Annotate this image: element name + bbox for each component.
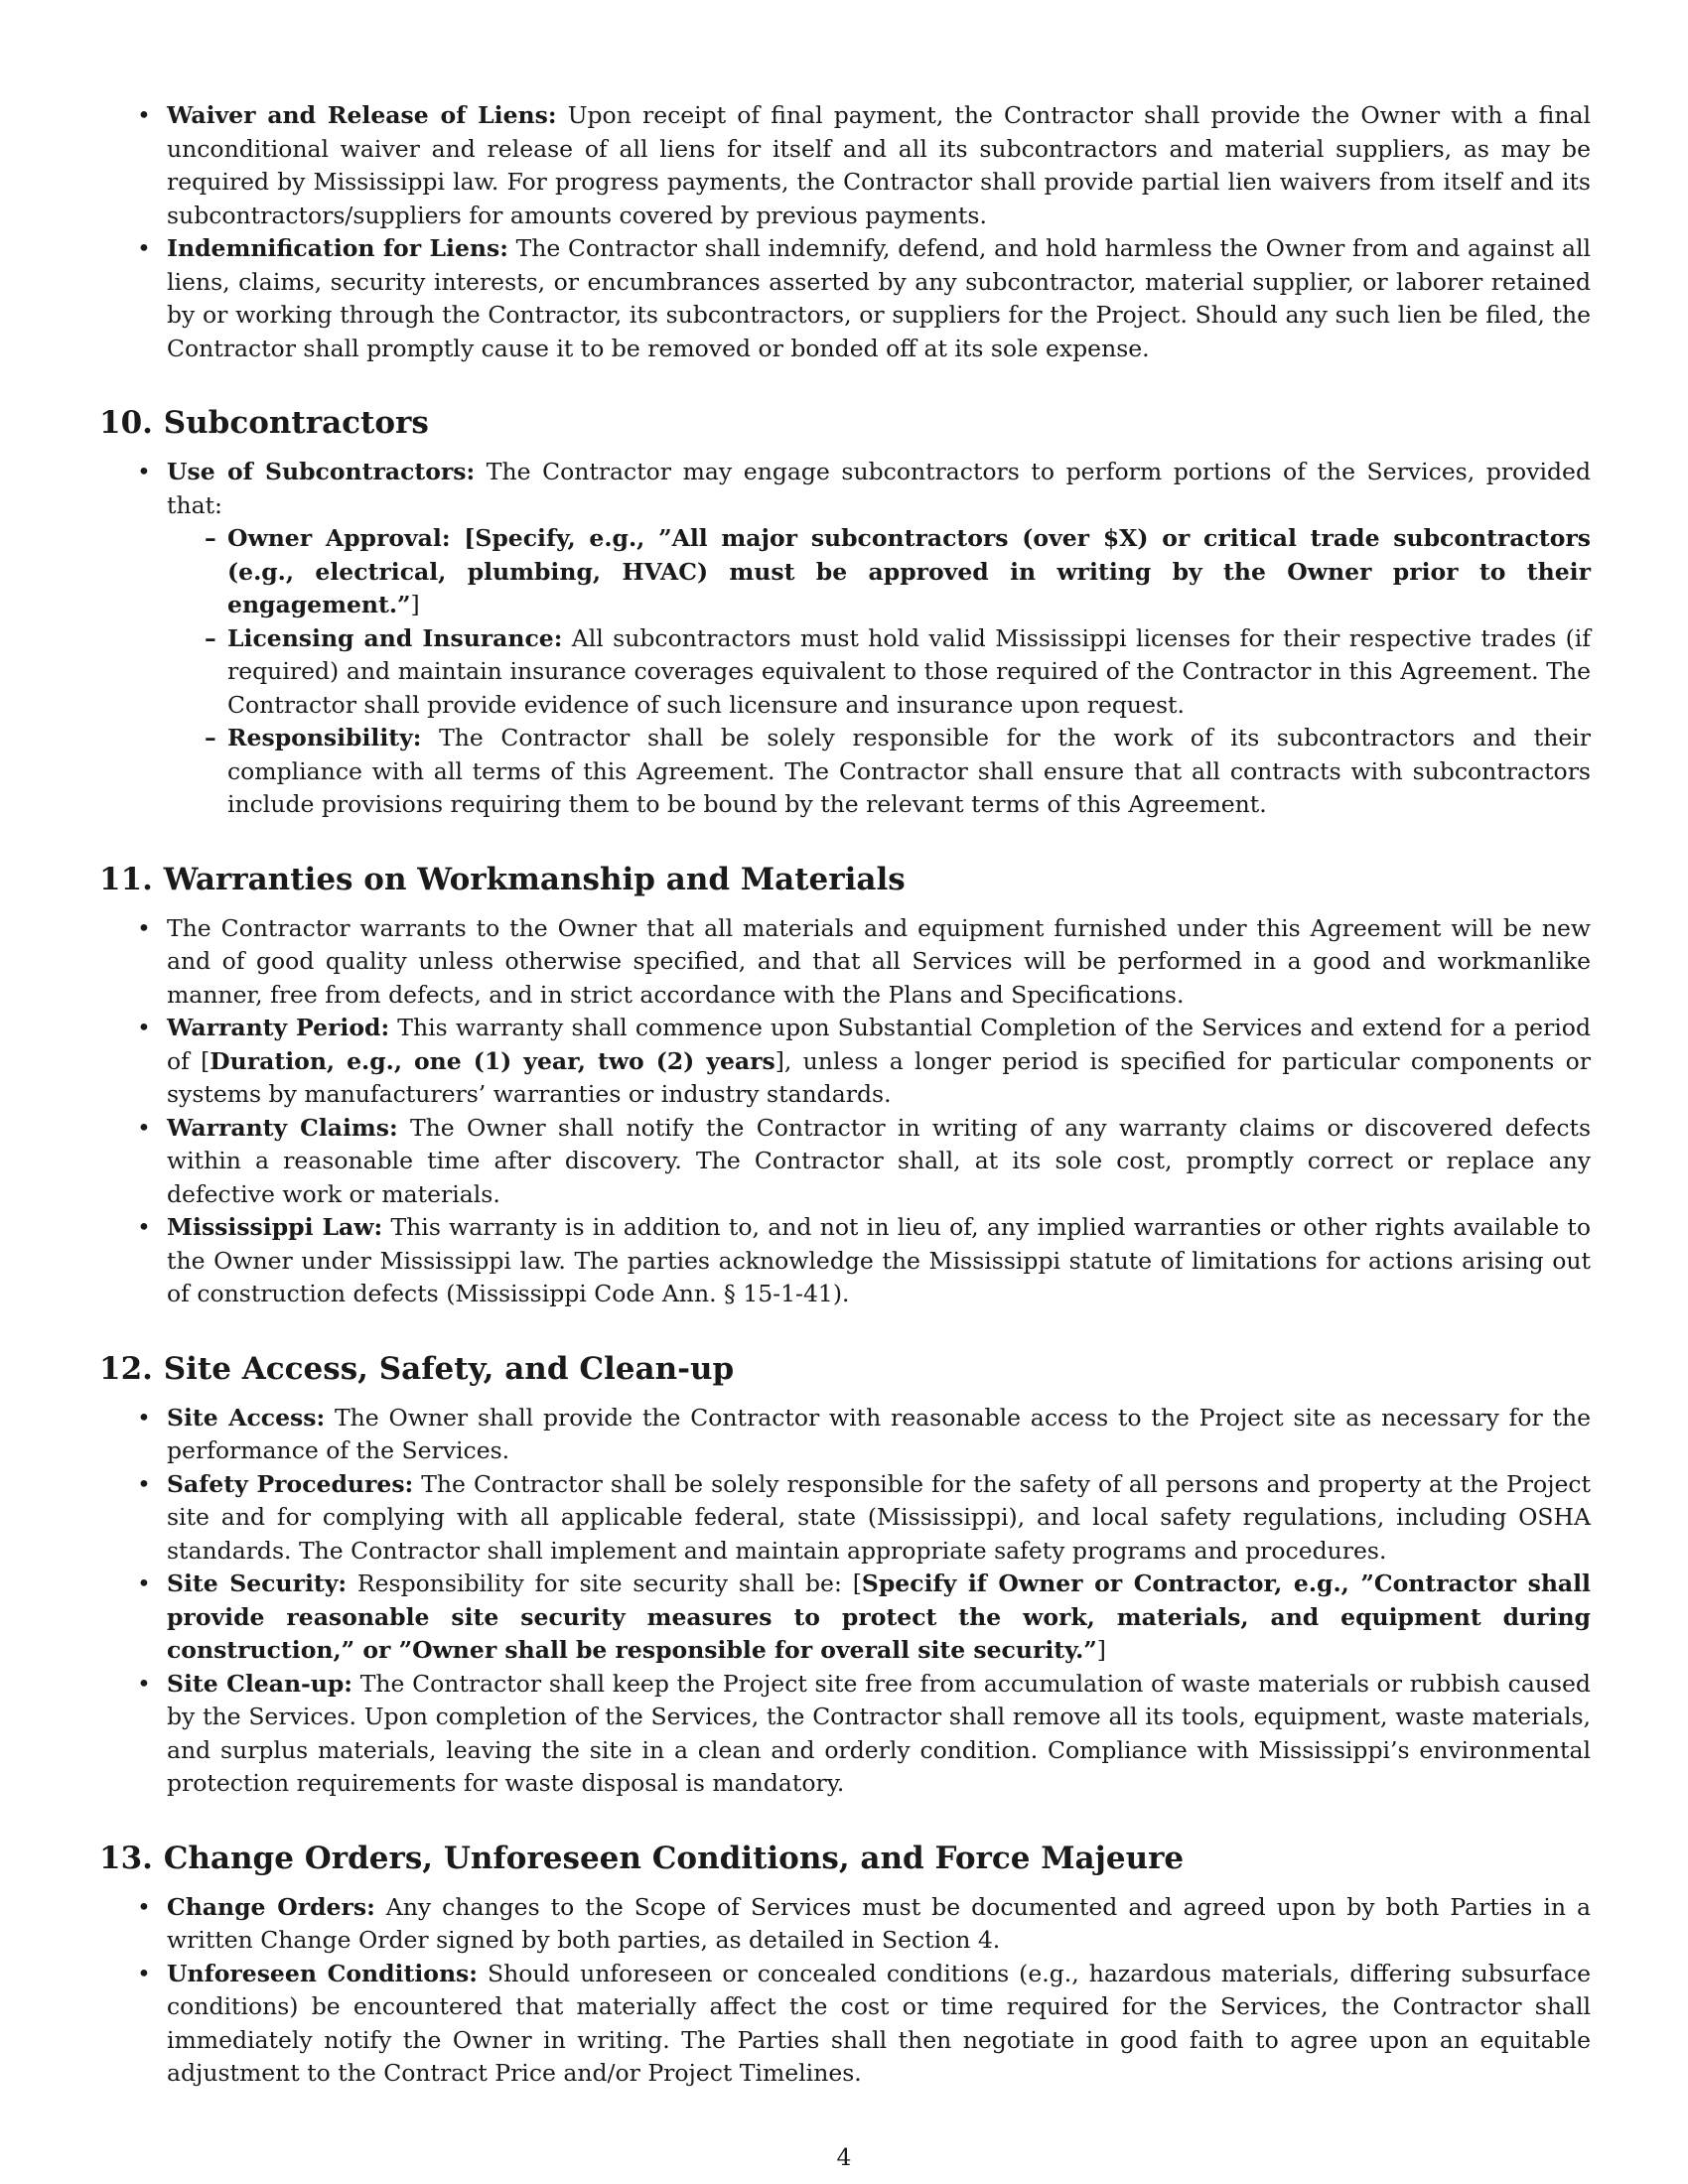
list-item (99, 1468, 1591, 1569)
item-label: Warranty Period: (167, 1014, 390, 1041)
item-text: Responsibility for site security shall be: [ (347, 1570, 862, 1597)
item-text: ] (1096, 1636, 1106, 1664)
list-item (99, 1112, 1591, 1212)
change-orders-list (99, 1891, 1591, 2091)
list-item (99, 456, 1591, 822)
item-text: The Contractor shall keep the Project site free from accumulation of waste materials or rubbish caused by the Services. Upon completion of the Services, the Contractor shall remove all its tools, equipment, waste materials, and surplus materials, leaving the site in a clean and orderly condition. Compliance with Mississippi’s environmental protection requirements for waste disposal is mandatory. (167, 1669, 1591, 1797)
list-item (99, 912, 1591, 1013)
subcontractors-list (99, 456, 1591, 822)
item-text: The Owner shall notify the Contractor in writing of any warranty claims or discovered defects within a reasonable time after discovery. The Contractor shall, at its sole cost, promptly correct or replace any defective work or materials. (167, 1113, 1592, 1208)
item-bold-text: Specify if Owner or Contractor, e.g., ”Contractor shall provide reasonable site security measures to protect the work, materials, and equipment during construction,” or ”Owner shall be responsible for overall site security.” (167, 1570, 1591, 1664)
item-text: ] (410, 591, 420, 618)
item-bold-text: [Specify, e.g., ”All major subcontractors (over $X) or critical trade subcontractors (e.g., electrical, plumbing, HVAC) must be approved in writing by the Owner prior to their engagement.” (227, 524, 1591, 618)
item-label: Owner Approval: (227, 524, 451, 552)
item-text: This warranty shall commence upon Substantial Completion of the Services and extend for a period of [ (167, 1014, 1591, 1075)
item-label: Site Access: (167, 1403, 326, 1432)
item-text: Upon receipt of final payment, the Contractor shall provide the Owner with a final unconditional waiver and release of all liens for itself and all its subcontractors and material suppliers, as may be required by Mississippi law. For progress payments, the Contractor shall provide partial lien waivers from itself and its subcontractors/suppliers for amounts covered by previous payments. (167, 101, 1592, 229)
item-text: All subcontractors must hold valid Mississippi licenses for their respective trades (if required) and maintain insurance coverages equivalent to those required of the Contractor in this Agreement. The Contractor shall provide evidence of such licensure and insurance upon request. (227, 623, 1592, 719)
section-heading-11: 11. Warranties on Workmanship and Materials (99, 861, 906, 897)
list-item (99, 1012, 1591, 1112)
lien-list (99, 99, 1591, 365)
page-content (99, 99, 1591, 2091)
page-number: 4 (836, 2143, 852, 2171)
site-list (99, 1402, 1591, 1801)
item-label: Indemnification for Liens: (167, 234, 508, 262)
item-text: Any changes to the Scope of Services must be documented and agreed upon by both Parties in a written Change Order signed by both parties, as detailed in Section 4. (167, 1892, 1592, 1954)
item-label: Safety Procedures: (167, 1469, 414, 1498)
item-text: Should unforeseen or concealed conditions (e.g., hazardous materials, differing subsurface conditions) be encountered that materially affect the cost or time required for the Services, the Contractor shall immediately notify the Owner in writing. The Parties shall then negotiate in good faith to agree upon an equitable adjustment to the Contract Price and/or Project Timelines. (167, 1959, 1591, 2087)
item-bold-text: Duration, e.g., one (1) year, two (2) years (210, 1046, 775, 1075)
item-label: Warranty Claims: (167, 1113, 398, 1142)
item-label: Site Security: (167, 1570, 348, 1597)
section-heading-13: 13. Change Orders, Unforeseen Conditions, and Force Majeure (99, 1840, 1185, 1876)
item-text: ], unless a longer period is specified for particular components or systems by manufacturers’ warranties or industry standards. (167, 1046, 1592, 1108)
list-item (99, 1891, 1591, 1958)
section-heading-12: 12. Site Access, Safety, and Clean-up (99, 1350, 735, 1387)
item-text: The Contractor warrants to the Owner that all materials and equipment furnished under this Agreement will be new and of good quality unless otherwise specified, and that all Services will be performed in a good and workmanlike manner, free from defects, and in strict accordance with the Plans and Specifications. (167, 913, 1591, 1009)
sub-list-item (167, 522, 1591, 622)
item-label: Unforeseen Conditions: (167, 1959, 478, 1987)
section-heading-10: 10. Subcontractors (99, 405, 429, 441)
item-label: Mississippi Law: (167, 1213, 383, 1241)
item-label: Use of Subcontractors: (167, 458, 476, 485)
item-text: The Contractor may engage subcontractors to perform portions of the Services, provided that: (167, 458, 1591, 519)
warranties-list (99, 912, 1591, 1311)
sub-list (167, 522, 1591, 822)
item-label: Change Orders: (167, 1892, 375, 1921)
sub-list-item (167, 722, 1591, 822)
item-label: Responsibility: (227, 724, 422, 751)
list-item (99, 1958, 1591, 2091)
item-text: The Owner shall provide the Contractor with reasonable access to the Project site as necessary for the performance of the Services. (167, 1403, 1591, 1464)
list-item (99, 1568, 1591, 1668)
item-text: The Contractor shall indemnify, defend, and hold harmless the Owner from and against all liens, claims, security interests, or encumbrances asserted by any subcontractor, material supplier, or laborer retained by or working through the Contractor, its subcontractors, or suppliers for the Project. Should any such lien be filed, the Contractor shall promptly cause it to be removed or bonded off at its sole expense. (167, 234, 1591, 362)
item-label: Licensing and Insurance: (227, 623, 563, 652)
item-text: The Contractor shall be solely responsible for the safety of all persons and property at the Project site and for complying with all applicable federal, state (Mississippi), and local safety regulations, including OSHA standards. The Contractor shall implement and maintain appropriate safety programs and procedures. (167, 1469, 1591, 1565)
list-item (99, 1668, 1591, 1801)
list-item (99, 1402, 1591, 1468)
item-label: Site Clean-up: (167, 1669, 352, 1698)
list-item (99, 99, 1591, 232)
item-label: Waiver and Release of Liens: (167, 101, 557, 129)
list-item (99, 232, 1591, 365)
list-item (99, 1211, 1591, 1311)
sub-list-item (167, 622, 1591, 723)
item-text: This warranty is in addition to, and not in lieu of, any implied warranties or other rights available to the Owner under Mississippi law. The parties acknowledge the Mississippi statute of limitations for actions arising out of construction defects (Mississippi Code Ann. § 15-1-41). (167, 1213, 1592, 1307)
item-text: The Contractor shall be solely responsible for the work of its subcontractors and their compliance with all terms of this Agreement. The Contractor shall ensure that all contracts with subcontractors include provisions requiring them to be bound by the relevant terms of this Agreement. (227, 724, 1591, 818)
